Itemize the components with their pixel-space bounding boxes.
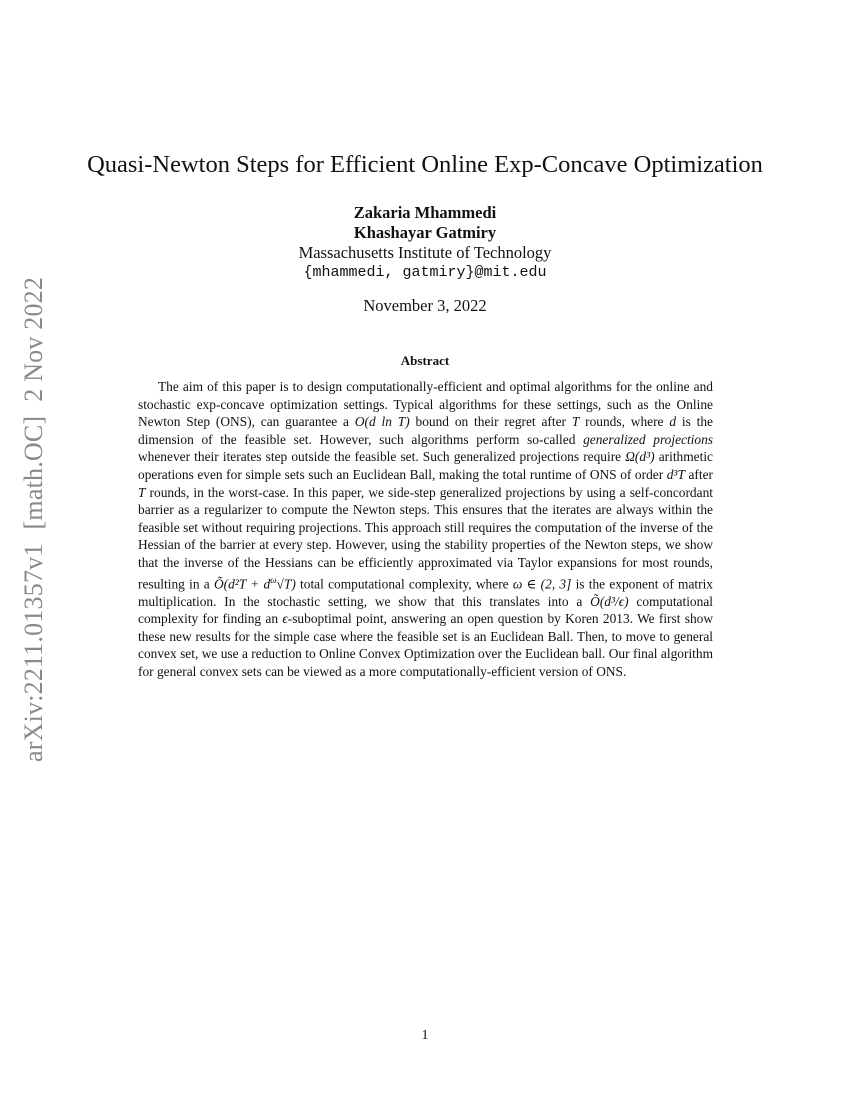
abstract-text: computational complexity for finding an: [138, 593, 713, 627]
abstract-body: [138, 378, 713, 681]
abstract-math: √T): [276, 576, 296, 591]
abstract-text: after: [684, 466, 713, 482]
abstract-math: Õ(d²T + d: [213, 576, 271, 591]
abstract-math: Ω(d³): [625, 449, 655, 465]
abstract-emphasis: generalized projections: [583, 431, 713, 447]
abstract-text: whenever their iterates step outside the feasible set. Such generalized projections require: [138, 449, 626, 465]
affiliation: Massachusetts Institute of Technology: [298, 243, 552, 262]
abstract-math: ω ∈ (2, 3]: [512, 576, 572, 591]
abstract-math: ϵ: [282, 611, 288, 627]
paper-date: November 3, 2022: [363, 296, 487, 315]
abstract-text: rounds, where: [579, 414, 670, 430]
abstract-math: d: [669, 414, 677, 430]
paper-title: Quasi-Newton Steps for Efficient Online Exp-Concave Optimization: [87, 151, 763, 178]
arxiv-id: arXiv:2211.01357v1: [19, 543, 48, 762]
abstract-math: Õ(d³/ϵ): [590, 593, 629, 609]
abstract-math: d³T: [666, 466, 685, 482]
abstract-text: is the dimension of the feasible set. However, such algorithms perform so-called: [138, 414, 713, 447]
abstract-text: arithmetic operations even for simple sets such an Euclidean Ball, making the total runtime of ONS of order: [138, 449, 713, 482]
author-name: Khashayar Gatmiry: [353, 223, 497, 242]
abstract-text: is the exponent of matrix multiplication. In the stochastic setting, we show that this translates into a: [138, 576, 713, 609]
abstract-text: total computational complexity, where: [295, 576, 513, 591]
abstract-math: T: [571, 414, 580, 430]
arxiv-stamp: [14, 242, 54, 762]
abstract-math: O(d ln T): [354, 414, 410, 430]
abstract-text: -suboptimal point, answering an open question by Koren 2013. We first show these new results for the simple case where the feasible set is an Euclidean Ball. Then, to move to general convex set, we use a reduction to Online Convex Optimization over the Euclidean ball. Our final algorithm for general convex sets can be viewed as a more computationally-efficient version of ONS.: [138, 611, 713, 679]
abstract-text: bound on their regret after: [409, 414, 572, 430]
abstract-text: rounds, in the worst-case. In this paper, we side-step generalized projections by using a self-concordant barrier as a regularizer to compute the Newton steps. This ensures that the iterates are always within the feasible set without requiring projections. This approach still requires the computation of the inverse of the Hessian of the barrier at every step. However, using the stability properties of the Newton steps, we show that the inverse of the Hessians can be efficiently approximated via Taylor expansions for most rounds, resulting in a: [138, 484, 713, 591]
abstract-math: T: [138, 484, 146, 500]
page-number: 1: [421, 1028, 429, 1043]
abstract-heading: Abstract: [400, 353, 450, 368]
author-email: {mhammedi, gatmiry}@mit.edu: [303, 264, 547, 281]
abstract-math: ω: [270, 574, 277, 585]
author-block: [125, 203, 725, 283]
arxiv-category: [math.OC]: [19, 415, 48, 530]
author-name: Zakaria Mhammedi: [353, 203, 497, 222]
arxiv-date: 2 Nov 2022: [19, 276, 48, 402]
abstract-text: The aim of this paper is to design computationally-efficient and optimal algorithms for the online and stochastic exp-concave optimization settings. Typical algorithms for these settings, such as the Online Newton Step (ONS), can guarantee a: [138, 379, 713, 430]
